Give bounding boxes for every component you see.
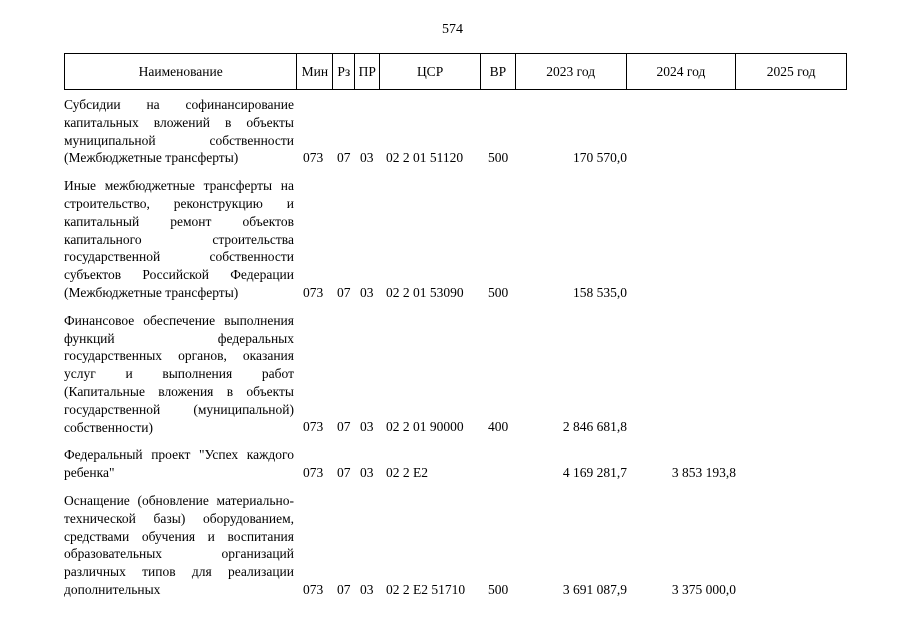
row-pr: 03 — [360, 581, 374, 597]
table-row — [64, 446, 847, 482]
row-2024: 3 375 000,0 — [671, 581, 736, 597]
row-vr: 400 — [488, 419, 509, 435]
row-csr: 02 2 01 90000 — [386, 419, 464, 435]
row-vr: 500 — [488, 150, 509, 166]
table-header — [64, 53, 847, 90]
header-2023: 2023 год — [516, 54, 627, 89]
row-vr: 500 — [488, 284, 509, 300]
row-rz: 07 — [337, 581, 351, 597]
row-pr: 03 — [360, 419, 374, 435]
row-name: Финансовое обеспечение выполнения функций федеральных государственных органов, оказания услуг и выполнения работ (Капитальные вложения в объекты государственной (муниципальной) собственности) — [64, 312, 294, 435]
header-name: Наименование — [65, 54, 297, 89]
table-row — [64, 312, 847, 437]
row-vr: 500 — [488, 581, 509, 597]
row-min: 073 — [303, 150, 324, 166]
row-pr: 03 — [360, 150, 374, 166]
row-2023: 3 691 087,9 — [562, 581, 627, 597]
row-name: Иные межбюджетные трансферты на строительство, реконструкцию и капитальный ремонт объектов капитального строительства государственной собственности субъектов Российской Федерации (Межбюджетные трансферты) — [64, 178, 294, 300]
row-min: 073 — [303, 464, 324, 480]
row-min: 073 — [303, 284, 324, 300]
header-vr: ВР — [481, 54, 516, 89]
table-row — [64, 96, 847, 167]
row-min: 073 — [303, 419, 324, 435]
table-body — [64, 96, 847, 609]
row-2023: 158 535,0 — [573, 284, 627, 300]
row-csr: 02 2 01 53090 — [386, 284, 464, 300]
row-2023: 170 570,0 — [573, 150, 627, 166]
row-rz: 07 — [337, 284, 351, 300]
header-2024: 2024 год — [627, 54, 737, 89]
row-2023: 2 846 681,8 — [562, 419, 627, 435]
row-name: Субсидии на софинансирование капитальных вложений в объекты муниципальной собственности (Межбюджетные трансферты) — [64, 97, 294, 166]
row-pr: 03 — [360, 284, 374, 300]
row-name: Федеральный проект "Успех каждого ребенка" — [64, 447, 294, 481]
table-row — [64, 177, 847, 302]
row-pr: 03 — [360, 464, 374, 480]
header-csr: ЦСР — [380, 54, 481, 89]
table-row — [64, 492, 847, 599]
page-number: 574 — [442, 22, 463, 37]
row-rz: 07 — [337, 464, 351, 480]
row-rz: 07 — [337, 419, 351, 435]
header-min: Мин — [297, 54, 333, 89]
header-rz: Рз — [333, 54, 355, 89]
row-csr: 02 2 01 51120 — [386, 150, 464, 166]
row-csr: 02 2 E2 — [386, 464, 428, 480]
row-2024: 3 853 193,8 — [671, 464, 736, 480]
row-min: 073 — [303, 581, 324, 597]
header-2025: 2025 год — [766, 63, 816, 79]
row-rz: 07 — [337, 150, 351, 166]
row-name: Оснащение (обновление материально-технической базы) оборудованием, средствами обучения и воспитания образовательных организаций различных типов для реализации дополнительных — [64, 492, 294, 597]
row-2023: 4 169 281,7 — [562, 464, 627, 480]
row-csr: 02 2 E2 51710 — [386, 581, 466, 597]
header-pr: ПР — [355, 54, 380, 89]
